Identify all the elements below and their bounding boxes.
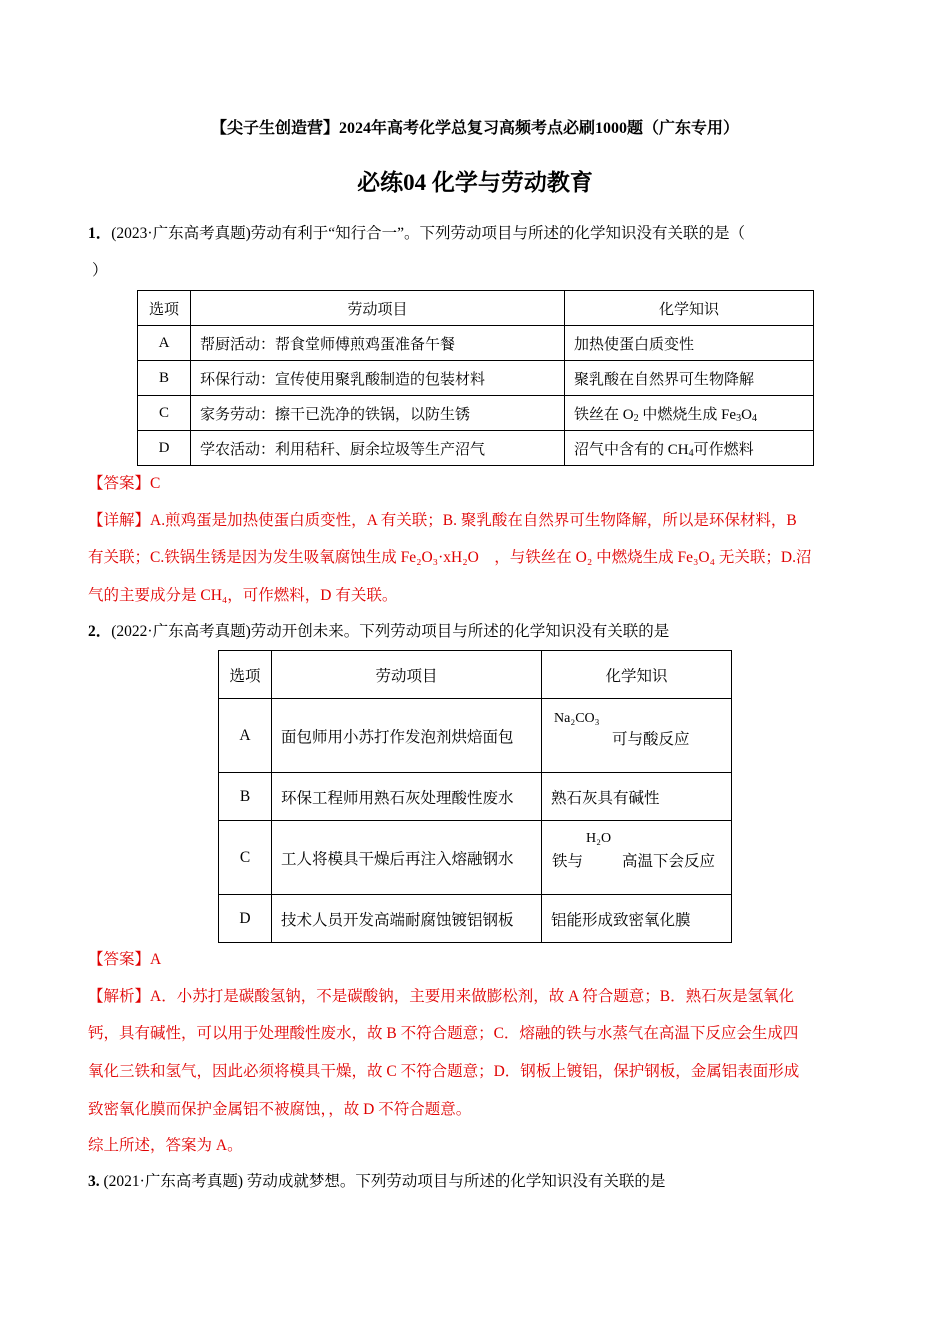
answer-2: 【答案】A (88, 951, 162, 968)
table-row (219, 821, 732, 895)
table-header: 化学知识 (565, 291, 814, 326)
table-cell: 面包师用小苏打作发泡剂烘焙面包 (272, 699, 542, 773)
table-header: 劳动项目 (272, 651, 542, 699)
question-2-stem (88, 619, 669, 641)
explanation-2-line: 【解析】A．小苏打是碳酸氢钠，不是碳酸钠，主要用来做膨松剂，故 A 符合题意；B．熟石灰是氢氧化 (88, 988, 795, 1005)
table-cell: 熟石灰具有碱性 (542, 773, 732, 821)
explanation-1-line: 【详解】A.煎鸡蛋是加热使蛋白质变性，A 有关联；B. 聚乳酸在自然界可生物降解，所以是环保材料，B (88, 512, 797, 529)
table-cell: A (138, 326, 191, 361)
table-row (138, 431, 814, 466)
table-cell: 环保行动：宣传使用聚乳酸制造的包装材料 (191, 361, 565, 396)
question-2-table (218, 650, 732, 943)
table-cell: C (138, 396, 191, 431)
table-cell: 铝能形成致密氧化膜 (542, 895, 732, 943)
explanation-2-line: 钙，具有碱性，可以用于处理酸性废水，故 B 不符合题意；C．熔融的铁与水蒸气在高温下反应会生成四 (88, 1025, 799, 1042)
table-cell: A (219, 699, 272, 773)
question-1-table (137, 290, 814, 466)
cell-text: O (741, 406, 752, 423)
table-header-row (138, 291, 814, 326)
table-cell (565, 431, 814, 466)
table-cell: 家务劳动：擦干已洗净的铁锅，以防生锈 (191, 396, 565, 431)
table-row (219, 895, 732, 943)
table-cell: C (219, 821, 272, 895)
table-cell: D (219, 895, 272, 943)
table-header: 化学知识 (542, 651, 732, 699)
table-cell: D (138, 431, 191, 466)
table-cell: 帮厨活动：帮食堂师傅煎鸡蛋准备午餐 (191, 326, 565, 361)
cell-text: 中燃烧生成 Fe (638, 406, 737, 423)
question-number: 1． (88, 225, 112, 242)
table-row (219, 699, 732, 773)
table-cell: 环保工程师用熟石灰处理酸性废水 (272, 773, 542, 821)
chemical-formula: H₂O (586, 831, 612, 846)
document-title: 【尖子生创造营】2024年高考化学总复习高频考点必刷1000题（广东专用） (210, 120, 739, 137)
subscript: 2 (633, 412, 639, 424)
table-row (138, 361, 814, 396)
explanation-2-line: 氧化三铁和氢气，因此必须将模具干燥，故 C 不符合题意；D．钢板上镀铝，保护钢板，金属铝表面形成 (88, 1063, 800, 1080)
subscript: 4 (688, 447, 694, 459)
cell-text: 铁与 (552, 853, 584, 870)
cell-text: 可与酸反应 (612, 731, 690, 748)
table-cell: 聚乳酸在自然界可生物降解 (565, 361, 814, 396)
section-title: 必练04 化学与劳动教育 (357, 170, 593, 195)
table-header: 选项 (138, 291, 191, 326)
explanation-1-line: 有关联；C.铁锅生锈是因为发生吸氧腐蚀生成 Fe₂O₃·xH₂O ，与铁丝在 O₂ 中燃烧生成 Fe₃O₄ 无关联；D.沼 (88, 549, 812, 566)
question-1-stem (88, 221, 745, 243)
question-number: 3. (88, 1173, 100, 1190)
question-text: (2023·广东高考真题)劳动有利于“知行合一”。下列劳动项目与所述的化学知识没有关联的是（ (111, 225, 746, 242)
subscript: 3 (736, 412, 742, 424)
cell-text: 高温下会反应 (622, 853, 716, 870)
table-cell (565, 396, 814, 431)
answer-1: 【答案】C (88, 475, 161, 492)
table-row (138, 326, 814, 361)
question-3-stem (88, 1169, 665, 1191)
subscript: 4 (751, 412, 757, 424)
question-1-stem-cont: ） (92, 262, 108, 279)
table-cell: 工人将模具干燥后再注入熔融钢水 (272, 821, 542, 895)
table-cell: 加热使蛋白质变性 (565, 326, 814, 361)
table-header: 劳动项目 (191, 291, 565, 326)
explanation-2-line: 致密氧化膜而保护金属铝不被腐蚀，，故 D 不符合题意。 (88, 1101, 472, 1118)
table-cell: 学农活动：利用秸秆、厨余垃圾等生产沼气 (191, 431, 565, 466)
table-cell: B (219, 773, 272, 821)
cell-text: 可作燃料 (693, 441, 754, 458)
table-header: 选项 (219, 651, 272, 699)
table-row (138, 396, 814, 431)
question-text: (2022·广东高考真题)劳动开创未来。下列劳动项目与所述的化学知识没有关联的是 (111, 623, 670, 640)
table-cell: B (138, 361, 191, 396)
table-cell: 技术人员开发高端耐腐蚀镀铝钢板 (272, 895, 542, 943)
table-cell (542, 821, 732, 895)
chemical-formula: Na₂CO₃ (554, 711, 600, 726)
question-text: (2021·广东高考真题) 劳动成就梦想。下列劳动项目与所述的化学知识没有关联的是 (99, 1173, 666, 1190)
explanation-1-line: 气的主要成分是 CH₄，可作燃料，D 有关联。 (88, 587, 398, 604)
cell-text: 铁丝在 O (574, 406, 634, 423)
cell-text: 沼气中含有的 CH (574, 441, 689, 458)
table-cell (542, 699, 732, 773)
table-row (219, 773, 732, 821)
table-header-row (219, 651, 732, 699)
question-number: 2． (88, 623, 112, 640)
summary-2: 综上所述，答案为 A。 (88, 1137, 243, 1154)
